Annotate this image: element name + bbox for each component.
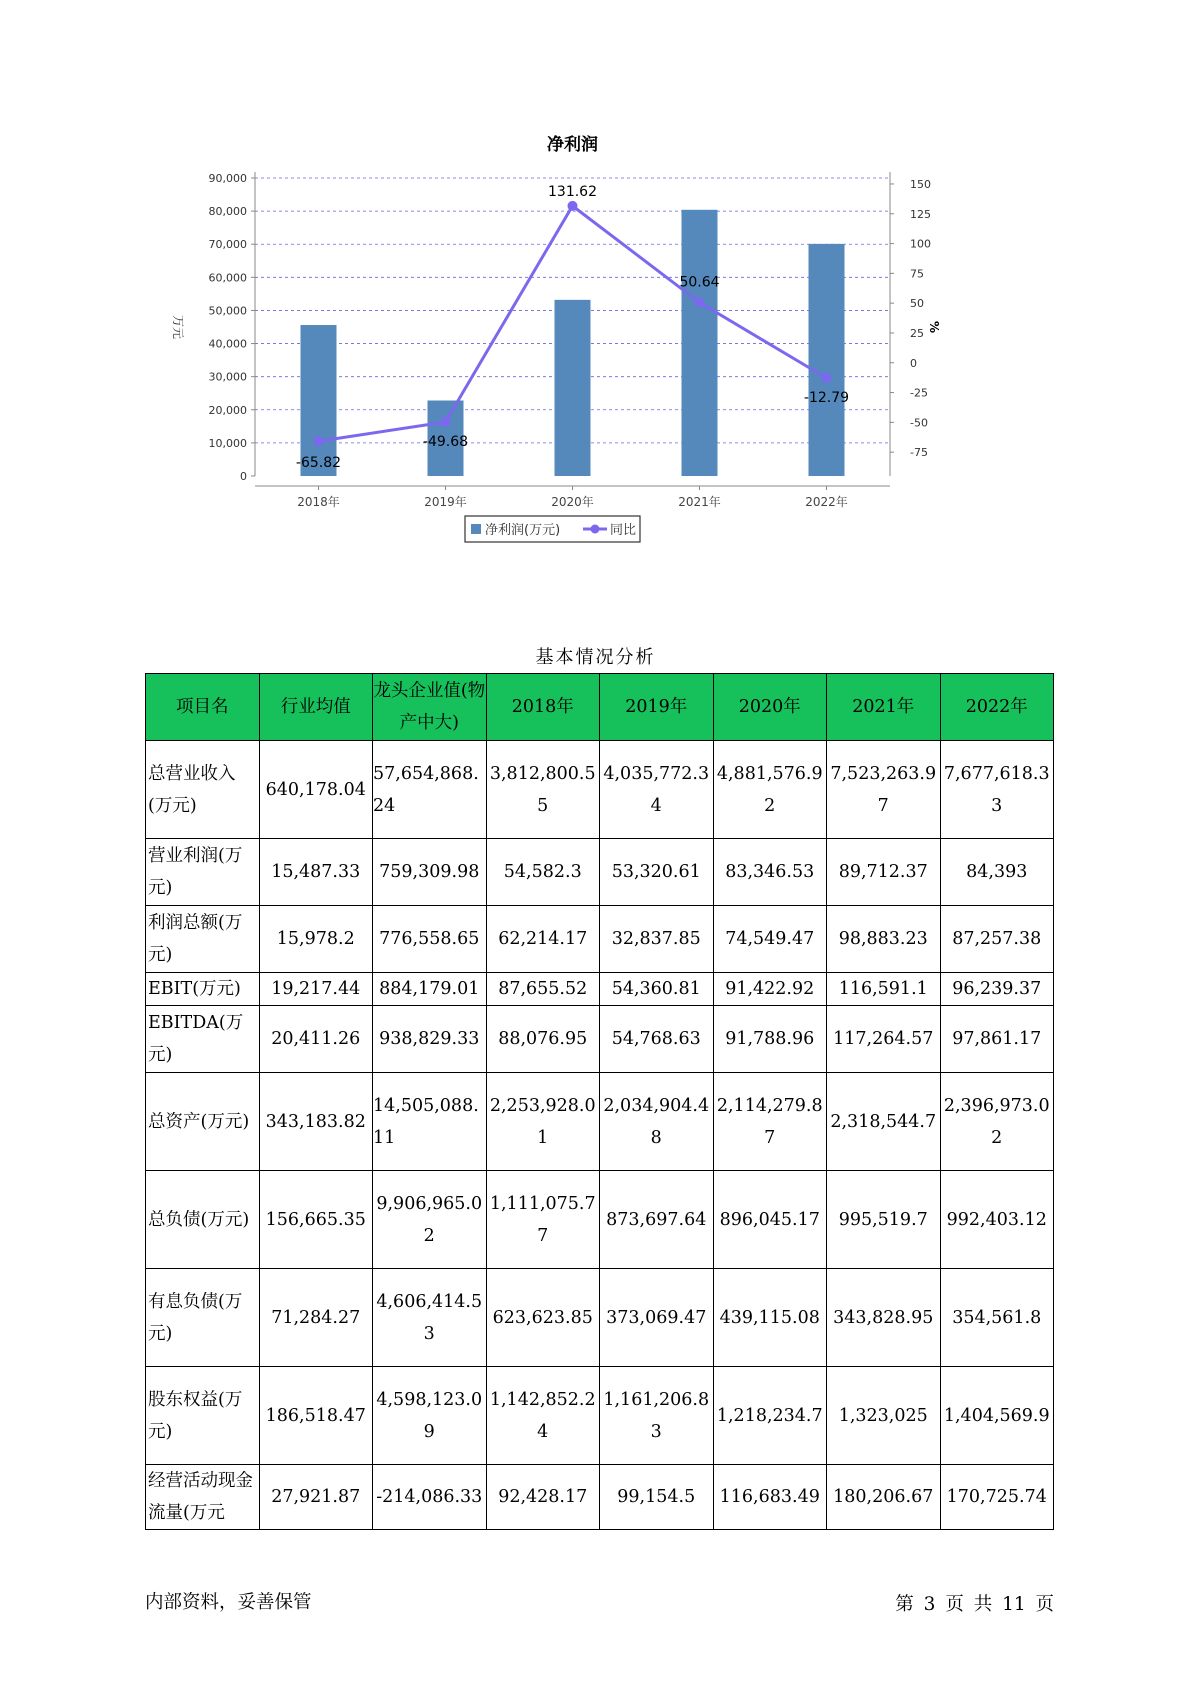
table-cell: 170,725.74 (940, 1465, 1054, 1530)
data-label: 131.62 (548, 183, 597, 200)
table-cell: 87,655.52 (486, 973, 600, 1006)
table-cell: 15,978.2 (259, 906, 373, 973)
table-caption: 基本情况分析 (535, 647, 656, 668)
table-cell: 938,829.33 (373, 1006, 487, 1073)
table-cell: 3,812,800.55 (486, 741, 600, 839)
table-cell: 7,677,618.33 (940, 741, 1054, 839)
table-cell: 1,323,025 (827, 1367, 941, 1465)
y-tick-label: 70,000 (208, 238, 247, 252)
y2-tick-label: 75 (910, 267, 924, 281)
table-cell: 373,069.47 (600, 1269, 714, 1367)
row-label: 经营活动现金流量(万元 (146, 1465, 260, 1530)
y-axis-label: 万元 (171, 314, 185, 340)
table-row (146, 906, 1054, 973)
table-cell: 995,519.7 (827, 1171, 941, 1269)
y-tick-label: 50,000 (208, 304, 247, 318)
x-tick-label: 2019年 (424, 495, 467, 509)
table-cell: 54,360.81 (600, 973, 714, 1006)
table-cell: 92,428.17 (486, 1465, 600, 1530)
footer-confidential: 内部资料，妥善保管 (145, 1592, 312, 1613)
row-label: 总负债(万元) (146, 1171, 260, 1269)
table-cell: 4,598,123.09 (373, 1367, 487, 1465)
table-row (146, 1465, 1054, 1530)
table-cell: 19,217.44 (259, 973, 373, 1006)
yoy-point (695, 297, 705, 307)
yoy-point (822, 373, 832, 383)
table-cell: 4,035,772.34 (600, 741, 714, 839)
x-tick-label: 2020年 (551, 495, 594, 509)
row-label: 有息负债(万元) (146, 1269, 260, 1367)
table-cell: 343,183.82 (259, 1073, 373, 1171)
header-2022: 2022年 (940, 674, 1054, 741)
table-row (146, 1073, 1054, 1171)
table-cell: 74,549.47 (713, 906, 827, 973)
basic-analysis-table (145, 673, 1054, 1530)
table-cell: 9,906,965.02 (373, 1171, 487, 1269)
table-cell: 54,582.3 (486, 839, 600, 906)
table-cell: 87,257.38 (940, 906, 1054, 973)
table-cell: -214,086.33 (373, 1465, 487, 1530)
table-cell: 343,828.95 (827, 1269, 941, 1367)
table-cell: 2,034,904.48 (600, 1073, 714, 1171)
table-cell: 71,284.27 (259, 1269, 373, 1367)
table-cell: 89,712.37 (827, 839, 941, 906)
table-cell: 20,411.26 (259, 1006, 373, 1073)
table-row (146, 1171, 1054, 1269)
table-cell: 186,518.47 (259, 1367, 373, 1465)
table-cell: 759,309.98 (373, 839, 487, 906)
yoy-point (441, 417, 451, 427)
header-item: 项目名 (146, 674, 260, 741)
table-cell: 1,161,206.83 (600, 1367, 714, 1465)
table-cell: 57,654,868.24 (373, 741, 487, 839)
table-cell: 1,218,234.7 (713, 1367, 827, 1465)
y2-tick-label: 0 (910, 356, 917, 370)
header-2021: 2021年 (827, 674, 941, 741)
data-label: -65.82 (295, 455, 342, 472)
header-2020: 2020年 (713, 674, 827, 741)
table-cell: 53,320.61 (600, 839, 714, 906)
table-cell: 27,921.87 (259, 1465, 373, 1530)
y-tick-label: 60,000 (208, 271, 247, 285)
table-cell: 896,045.17 (713, 1171, 827, 1269)
row-label: 总营业收入(万元) (146, 741, 260, 839)
table-cell: 7,523,263.97 (827, 741, 941, 839)
table-cell: 992,403.12 (940, 1171, 1054, 1269)
legend-bar-swatch (471, 524, 481, 534)
table-cell: 439,115.08 (713, 1269, 827, 1367)
table-cell: 2,318,544.7 (827, 1073, 941, 1171)
y2-axis-label: % (927, 320, 941, 334)
header-2018: 2018年 (486, 674, 600, 741)
y2-tick-label: 100 (910, 237, 931, 251)
y2-tick-label: -25 (910, 386, 928, 400)
header-leader: 龙头企业值(物产中大) (373, 674, 487, 741)
x-tick-label: 2022年 (805, 495, 848, 509)
table-cell: 4,606,414.53 (373, 1269, 487, 1367)
chart-title: 净利润 (547, 135, 598, 155)
table-cell: 354,561.8 (940, 1269, 1054, 1367)
table-cell: 4,881,576.92 (713, 741, 827, 839)
legend-bar-label: 净利润(万元) (485, 523, 561, 538)
table-cell: 97,861.17 (940, 1006, 1054, 1073)
bar (301, 325, 337, 476)
table-cell: 117,264.57 (827, 1006, 941, 1073)
table-cell: 14,505,088.11 (373, 1073, 487, 1171)
header-industry-avg: 行业均值 (259, 674, 373, 741)
footer-page-number: 第 3 页 共 11 页 (895, 1594, 1054, 1615)
table-cell: 116,591.1 (827, 973, 941, 1006)
table-row (146, 1367, 1054, 1465)
x-tick-label: 2021年 (678, 495, 721, 509)
table-cell: 2,114,279.87 (713, 1073, 827, 1171)
header-2019: 2019年 (600, 674, 714, 741)
row-label: 利润总额(万元) (146, 906, 260, 973)
table-cell: 98,883.23 (827, 906, 941, 973)
table-cell: 623,623.85 (486, 1269, 600, 1367)
table-cell: 776,558.65 (373, 906, 487, 973)
table-row (146, 1006, 1054, 1073)
table-cell: 91,422.92 (713, 973, 827, 1006)
y-tick-label: 90,000 (208, 172, 247, 185)
row-label: EBIT(万元) (146, 973, 260, 1006)
table-cell: 2,253,928.01 (486, 1073, 600, 1171)
y-tick-label: 40,000 (208, 337, 247, 351)
y2-tick-label: -75 (910, 446, 928, 460)
table-cell: 1,404,569.9 (940, 1367, 1054, 1465)
table-cell: 32,837.85 (600, 906, 714, 973)
table-cell: 91,788.96 (713, 1006, 827, 1073)
row-label: 营业利润(万元) (146, 839, 260, 906)
bar (809, 244, 845, 476)
y-tick-label: 80,000 (208, 205, 247, 219)
net-profit-chart (150, 130, 1050, 600)
row-label: EBITDA(万元) (146, 1006, 260, 1073)
y2-tick-label: 50 (910, 297, 924, 311)
table-cell: 884,179.01 (373, 973, 487, 1006)
x-tick-label: 2018年 (297, 495, 340, 509)
data-label: -49.68 (422, 433, 469, 450)
table-cell: 84,393 (940, 839, 1054, 906)
y2-tick-label: 25 (910, 326, 924, 340)
table-row (146, 1269, 1054, 1367)
row-label: 总资产(万元) (146, 1073, 260, 1171)
data-label: 50.64 (679, 274, 720, 291)
y2-tick-label: 150 (910, 177, 931, 191)
table-cell: 2,396,973.02 (940, 1073, 1054, 1171)
table-header-row (146, 674, 1054, 741)
y-tick-label: 0 (240, 470, 247, 483)
yoy-point (314, 436, 324, 446)
yoy-point (568, 201, 578, 211)
table-cell: 15,487.33 (259, 839, 373, 906)
table-cell: 96,239.37 (940, 973, 1054, 1006)
y2-tick-label: 125 (910, 207, 931, 221)
table-cell: 83,346.53 (713, 839, 827, 906)
table-cell: 88,076.95 (486, 1006, 600, 1073)
table-cell: 156,665.35 (259, 1171, 373, 1269)
table-cell: 54,768.63 (600, 1006, 714, 1073)
table-cell: 180,206.67 (827, 1465, 941, 1530)
table-row (146, 839, 1054, 906)
table-cell: 116,683.49 (713, 1465, 827, 1530)
table-cell: 1,142,852.24 (486, 1367, 600, 1465)
legend-line-marker (591, 525, 600, 534)
legend-line-label: 同比 (610, 523, 637, 538)
table-cell: 640,178.04 (259, 741, 373, 839)
table-cell: 1,111,075.77 (486, 1171, 600, 1269)
y-tick-label: 30,000 (208, 370, 247, 384)
y-tick-label: 10,000 (208, 436, 247, 450)
y2-tick-label: -50 (910, 416, 928, 430)
table-cell: 99,154.5 (600, 1465, 714, 1530)
table-cell: 62,214.17 (486, 906, 600, 973)
bar (555, 300, 591, 476)
data-label: -12.79 (803, 390, 850, 407)
table-row (146, 741, 1054, 839)
y-tick-label: 20,000 (208, 403, 247, 417)
bar (682, 210, 718, 476)
table-row (146, 973, 1054, 1006)
row-label: 股东权益(万元) (146, 1367, 260, 1465)
table-cell: 873,697.64 (600, 1171, 714, 1269)
